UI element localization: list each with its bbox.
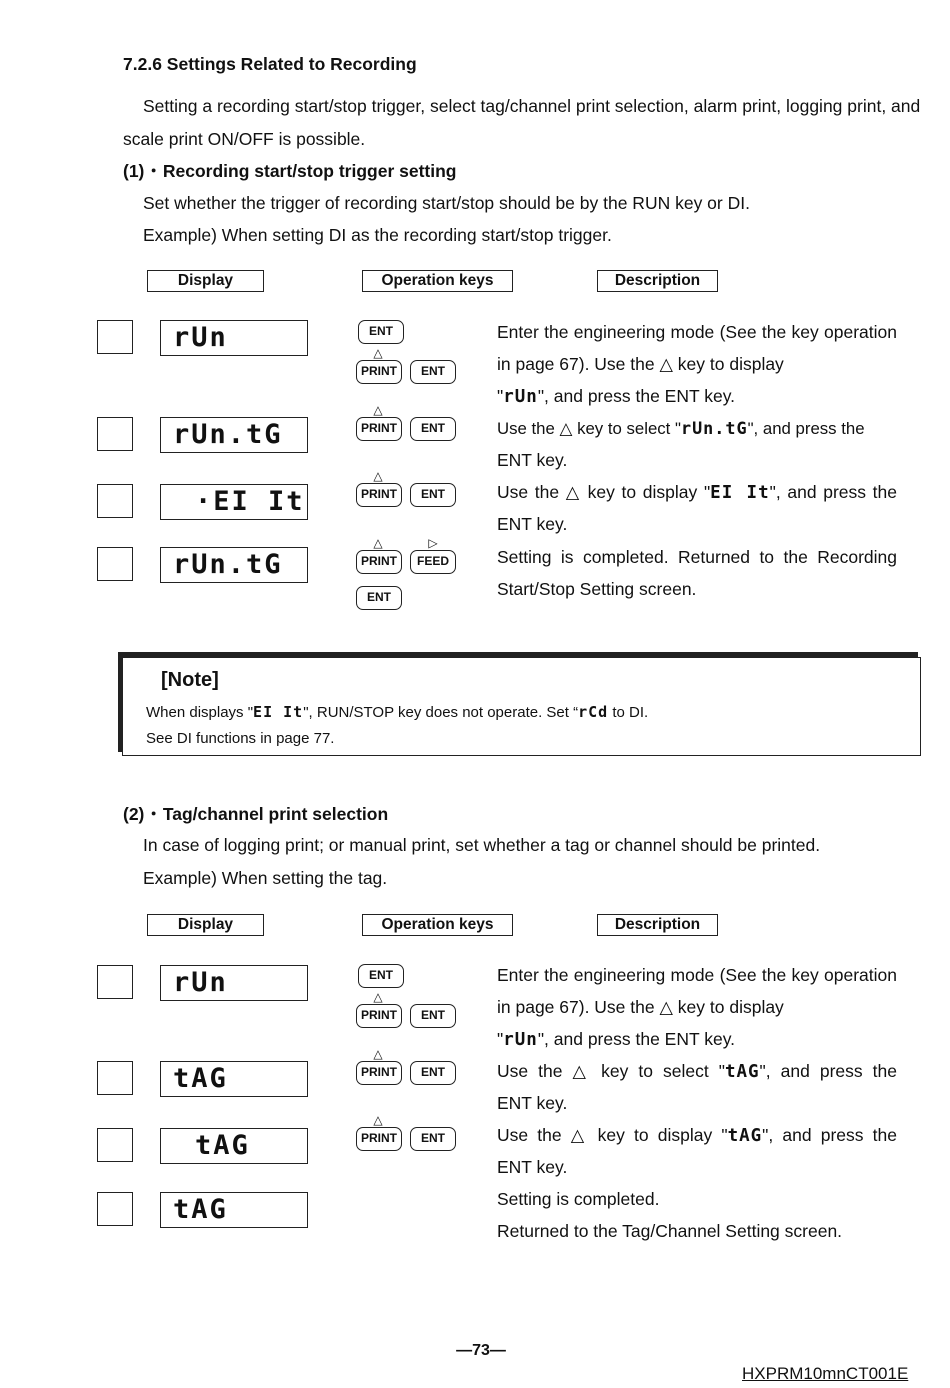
page-number: —73— [456, 1342, 506, 1359]
document-code: HXPRM10mnCT001E [742, 1364, 909, 1383]
lcd-display: tAG [160, 1061, 308, 1097]
display-header: Display [147, 914, 264, 936]
up-arrow-icon: △ [373, 1047, 383, 1061]
step-checkbox [97, 547, 133, 581]
step-description: Returned to the Tag/Channel Setting screen. [497, 1221, 843, 1241]
lcd-display: tAG [160, 1192, 308, 1228]
step-description: Use the △ key to display "EI It", and press the [497, 482, 898, 503]
step-description: "rUn", and press the ENT key. [497, 386, 736, 407]
step-checkbox [97, 1128, 133, 1162]
description-header: Description [597, 914, 718, 936]
print-key: PRINT [356, 417, 402, 441]
description-header: Description [597, 270, 718, 292]
ent-key: ENT [410, 360, 456, 384]
ent-key: ENT [410, 483, 456, 507]
print-key: PRINT [356, 483, 402, 507]
part2-text-1: In case of logging print; or manual print, set whether a tag or channel should be printed. [143, 835, 821, 855]
step-description: Setting is completed. Returned to the Recording [497, 547, 897, 567]
step-description: ENT key. [497, 1157, 568, 1177]
part1-text-2: Example) When setting DI as the recording start/stop trigger. [143, 225, 612, 245]
ent-key: ENT [410, 1004, 456, 1028]
step-description: ENT key. [497, 1093, 568, 1113]
step-description: in page 67). Use the △ key to display [497, 354, 784, 374]
up-arrow-icon: △ [373, 990, 383, 1004]
ent-key: ENT [358, 320, 404, 344]
feed-key: FEED [410, 550, 456, 574]
lcd-display: ·EI It [160, 484, 308, 520]
part2-text-2: Example) When setting the tag. [143, 868, 388, 888]
note-line-1: When displays "EI It", RUN/STOP key does not operate. Set “rCd to DI. [146, 703, 649, 721]
intro-line-1: Setting a recording start/stop trigger, select tag/channel print selection, alarm print, logging print, and [143, 96, 921, 116]
intro-line-2: scale print ON/OFF is possible. [123, 129, 366, 149]
step-checkbox [97, 1061, 133, 1095]
step-description: in page 67). Use the △ key to display [497, 997, 784, 1017]
right-arrow-icon: ▷ [428, 536, 438, 550]
part2-title: (2) ･ Tag/channel print selection [123, 804, 389, 824]
section-title: 7.2.6 Settings Related to Recording [123, 54, 417, 74]
step-description: Use the △ key to display "tAG", and press the [497, 1125, 897, 1146]
print-key: PRINT [356, 1061, 402, 1085]
ent-key: ENT [410, 1061, 456, 1085]
lcd-display: rUn.tG [160, 547, 308, 583]
print-key: PRINT [356, 1004, 402, 1028]
step-checkbox [97, 417, 133, 451]
step-checkbox [97, 965, 133, 999]
step-description: Use the △ key to select "rUn.tG", and press the [497, 418, 865, 438]
operation-keys-header: Operation keys [362, 914, 513, 936]
note-line-2: See DI functions in page 77. [146, 730, 335, 747]
step-description: ENT key. [497, 450, 568, 470]
up-arrow-icon: △ [373, 403, 383, 417]
print-key: PRINT [356, 550, 402, 574]
up-arrow-icon: △ [373, 1113, 383, 1127]
lcd-display: tAG [160, 1128, 308, 1164]
step-checkbox [97, 484, 133, 518]
up-arrow-icon: △ [373, 469, 383, 483]
step-description: Start/Stop Setting screen. [497, 579, 697, 599]
lcd-display: rUn [160, 320, 308, 356]
ent-key: ENT [410, 1127, 456, 1151]
part1-title: (1) ･ Recording start/stop trigger setting [123, 161, 457, 181]
lcd-display: rUn.tG [160, 417, 308, 453]
print-key: PRINT [356, 1127, 402, 1151]
up-arrow-icon: △ [373, 346, 383, 360]
ent-key: ENT [358, 964, 404, 988]
step-description: Enter the engineering mode (See the key operation [497, 322, 897, 342]
print-key: PRINT [356, 360, 402, 384]
part1-text-1: Set whether the trigger of recording start/stop should be by the RUN key or DI. [143, 193, 750, 213]
step-description: Enter the engineering mode (See the key operation [497, 965, 897, 985]
step-checkbox [97, 320, 133, 354]
note-box [122, 657, 921, 756]
step-checkbox [97, 1192, 133, 1226]
up-arrow-icon: △ [373, 536, 383, 550]
note-title: [Note] [161, 669, 219, 691]
lcd-display: rUn [160, 965, 308, 1001]
display-header: Display [147, 270, 264, 292]
step-description: ENT key. [497, 514, 568, 534]
operation-keys-header: Operation keys [362, 270, 513, 292]
step-description: Setting is completed. [497, 1189, 660, 1209]
ent-key: ENT [410, 417, 456, 441]
step-description: Use the △ key to select "tAG", and press the [497, 1061, 897, 1082]
step-description: "rUn", and press the ENT key. [497, 1029, 736, 1050]
ent-key: ENT [356, 586, 402, 610]
